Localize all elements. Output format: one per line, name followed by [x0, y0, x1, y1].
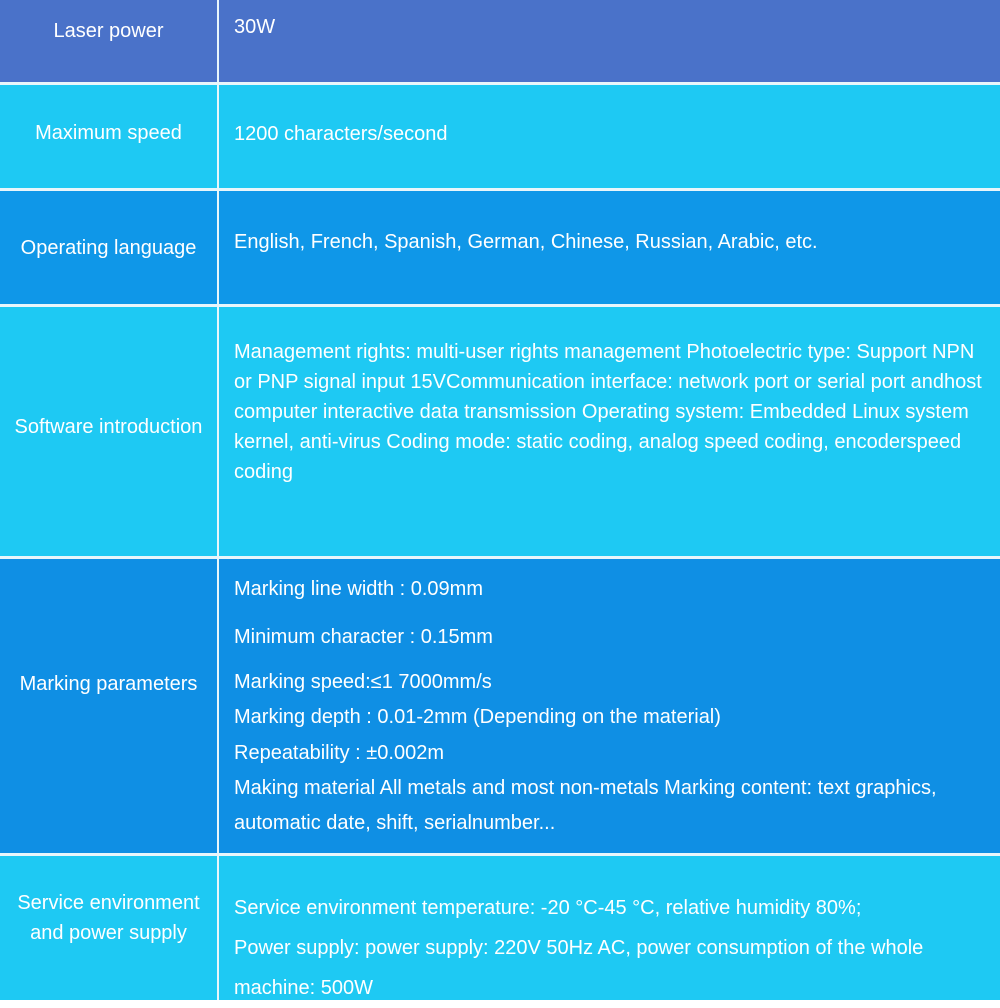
row-value: English, French, Spanish, German, Chinese, Russian, Arabic, etc. [234, 231, 818, 253]
row-label: Marking parameters [0, 559, 219, 853]
row-value: 30W [234, 16, 276, 38]
repeatability: Repeatability : ±0.002m [234, 742, 444, 764]
power-supply: Power supply: power supply: 220V 50Hz AC, power consumption of the whole machine: 500W [234, 937, 924, 999]
row-label: Software introduction [0, 307, 219, 556]
table-row-marking-parameters [0, 559, 1000, 853]
row-label: Operating language [0, 191, 219, 304]
marking-line-width: Marking line width : 0.09mm [234, 578, 483, 600]
row-label: Laser power [0, 0, 219, 82]
row-label: Maximum speed [0, 85, 219, 188]
row-value [219, 856, 1000, 1000]
service-temperature: Service environment temperature: -20 °C-45 °C, relative humidity 80%; [234, 897, 862, 919]
marking-depth: Marking depth : 0.01-2mm (Depending on the material) [234, 706, 721, 728]
table-row-service-environment [0, 856, 1000, 1000]
row-value: Management rights: multi-user rights management Photoelectric type: Support NPN or PNP signal input 15VCommunication interface: network port or serial port andhost computer interactive data transmission Operating system: Embedded Linux system kernel, anti-virus Coding mode: static coding, analog speed coding, encoderspeed coding [234, 341, 982, 483]
table-row-software-introduction [0, 307, 1000, 556]
row-value: 1200 characters/second [234, 123, 448, 145]
row-value [219, 559, 1000, 853]
marking-speed: Marking speed:≤1 7000mm/s [234, 671, 492, 693]
making-material: Making material All metals and most non-metals Marking content: text graphics, automatic date, shift, serialnumber... [234, 777, 937, 834]
minimum-character: Minimum character : 0.15mm [234, 626, 493, 648]
table-row-laser-power [0, 0, 1000, 82]
table-row-maximum-speed [0, 85, 1000, 188]
table-row-operating-language [0, 191, 1000, 304]
row-label: Service environment and power supply [0, 856, 219, 1000]
